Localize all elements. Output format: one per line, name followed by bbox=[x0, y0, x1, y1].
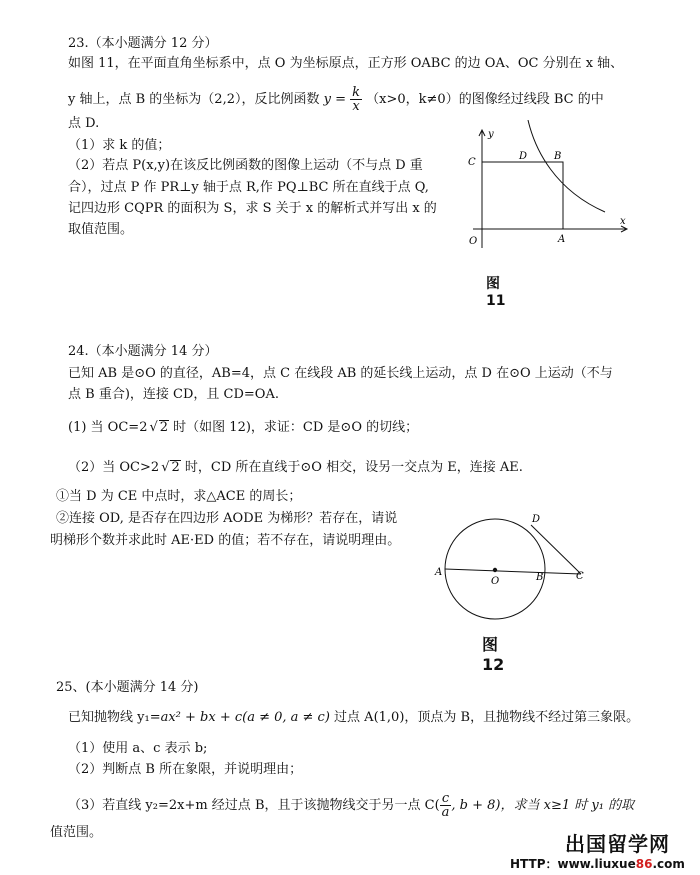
fig12-label-O: O bbox=[491, 576, 500, 587]
q23-part2-l2: 合），过点 P 作 PR⊥y 轴于点 R,作 PQ⊥BC 所在直线于点 Q, bbox=[68, 180, 429, 195]
q24-sub2-l1: ②连接 OD, 是否存在四边形 AODE 为梯形？若存在，请说 bbox=[56, 511, 398, 526]
q24-line1: 已知 AB 是⊙O 的直径，AB=4，点 C 在线段 AB 的延长线上运动，点 D 在⊙O 上运动（不与 bbox=[68, 366, 613, 381]
q23-header: 23.（本小题满分 12 分） bbox=[68, 36, 218, 51]
q25-part3-num: c bbox=[440, 792, 452, 806]
fig11-hyperbola bbox=[528, 120, 605, 212]
watermark-url-post: .com bbox=[652, 857, 685, 871]
q25-part3-den: a bbox=[441, 805, 450, 820]
fig12-label-B: B bbox=[536, 572, 544, 583]
q24-header: 24.（本小题满分 14 分） bbox=[68, 344, 218, 359]
q24-part2-b: 时，CD 所在直线于⊙O 相交，设另一交点为 E，连接 AE. bbox=[180, 460, 523, 475]
fig11-square bbox=[482, 162, 563, 229]
fig12-line-AC bbox=[445, 569, 581, 574]
fig12-label-A: A bbox=[435, 567, 443, 578]
fig11-label-D: D bbox=[519, 151, 528, 162]
q24-part1-rad: 2 bbox=[159, 420, 169, 435]
q25-header: 25、(本小题满分 14 分) bbox=[56, 680, 199, 695]
q25-part3-a: （3）若直线 y₂=2x+m 经过点 B，且于该抛物线交于另一点 C( bbox=[68, 798, 440, 813]
q23-line2 bbox=[68, 86, 604, 113]
q24-part2-rad: 2 bbox=[171, 460, 180, 475]
q25-part1: （1）使用 a、c 表示 b; bbox=[68, 741, 208, 756]
q25-part3-b: , b + 8)，求当 x≥1 时 y₁ 的取 bbox=[451, 798, 635, 813]
q23-part2-l3: 记四边形 CQPR 的面积为 S，求 S 关于 x 的解析式并写出 x 的 bbox=[68, 201, 437, 216]
figure-11 bbox=[455, 120, 635, 260]
watermark-url-num: 86 bbox=[635, 857, 653, 871]
figure-12 bbox=[430, 505, 600, 630]
q23-line2b: （x>0，k≠0）的图像经过线段 BC 的中 bbox=[366, 92, 604, 107]
q24-part1-coef: 2 bbox=[139, 420, 148, 435]
fig12-label-D: D bbox=[532, 514, 541, 525]
fig11-label-x: x bbox=[620, 216, 626, 227]
fig11-label-O: O bbox=[469, 236, 478, 247]
q24-sub2-l2: 明梯形个数并求此时 AE·ED 的值；若不存在，请说明理由。 bbox=[50, 533, 401, 548]
q25-part2: （2）判断点 B 所在象限，并说明理由； bbox=[68, 762, 303, 777]
q24-sub1: ①当 D 为 CE 中点时，求△ACE 的周长； bbox=[56, 489, 302, 504]
q23-line3: 点 D. bbox=[68, 116, 100, 131]
fig12-label-C: C bbox=[576, 571, 584, 582]
fig11-label-A: A bbox=[558, 234, 566, 245]
q25-part3-fraction bbox=[440, 792, 452, 819]
q24-part1: (1) 当 OC=2 √ 2 时（如图 12)，求证：CD 是⊙O 的切线； bbox=[68, 420, 419, 435]
q24-line2: 点 B 重合)，连接 CD，且 CD=OA. bbox=[68, 387, 279, 402]
fig11-label-y: y bbox=[488, 129, 494, 140]
q23-func-num: k bbox=[352, 85, 361, 100]
q24-part2-a: （2）当 OC> bbox=[68, 460, 151, 475]
q23-func-lhs: y = bbox=[323, 92, 346, 107]
q25-line1 bbox=[68, 710, 639, 726]
fig12-line-DC bbox=[531, 525, 581, 574]
fig12-center-dot bbox=[493, 568, 497, 572]
q23-part2-l1: （2）若点 P(x,y)在该反比例函数的图像上运动（不与点 D 重 bbox=[68, 158, 423, 173]
figure-12-caption: 图12 bbox=[482, 635, 505, 674]
q24-part1-a: (1) 当 OC= bbox=[68, 420, 140, 435]
q25-line1-a: 已知抛物线 y₁= bbox=[68, 710, 161, 725]
q23-func-fraction bbox=[350, 86, 362, 113]
q23-part1: （1）求 k 的值； bbox=[68, 138, 171, 153]
q23-line1: 如图 11，在平面直角坐标系中，点 O 为坐标原点，正方形 OABC 的边 OA、OC 分别在 x 轴、 bbox=[68, 56, 624, 71]
figure-11-caption: 图11 bbox=[486, 276, 506, 309]
q23-line2a: y 轴上，点 B 的坐标为（2,2），反比例函数 bbox=[68, 92, 320, 107]
q25-line1-b: 过点 A(1,0)，顶点为 B，且抛物线不经过第三象限。 bbox=[329, 710, 640, 725]
q25-formula: ax² + bx + c(a ≠ 0, a ≠ c) bbox=[160, 710, 330, 725]
q25-part3 bbox=[68, 792, 634, 819]
q23-part2-l4: 取值范围。 bbox=[68, 222, 134, 237]
watermark-url bbox=[510, 855, 685, 872]
fig11-label-B: B bbox=[554, 151, 562, 162]
q23-func-den: x bbox=[352, 99, 360, 114]
q24-part2: （2）当 OC>2 √ 2 时，CD 所在直线于⊙O 相交，设另一交点为 E，连接 AE. bbox=[68, 460, 523, 475]
q25-part3-l2: 值范围。 bbox=[50, 825, 103, 840]
q24-part1-b: 时（如图 12)，求证：CD 是⊙O 的切线； bbox=[169, 420, 419, 435]
fig11-label-C: C bbox=[468, 157, 476, 168]
q24-part2-coef: 2 bbox=[150, 460, 160, 475]
watermark-url-pre: HTTP：www.liuxue bbox=[510, 857, 636, 871]
watermark-title: 出国留学网 bbox=[565, 832, 670, 856]
